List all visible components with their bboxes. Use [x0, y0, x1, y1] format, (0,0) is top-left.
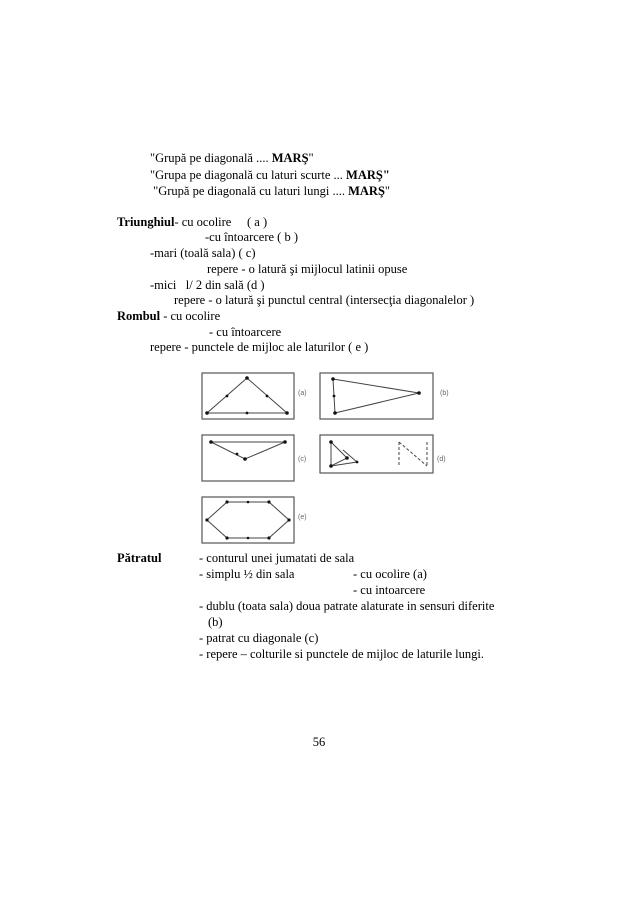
command-line-3: "Grupă pe diagonală cu laturi lungi .... MARŞ" [150, 184, 391, 198]
rhombus-title: Rombul [117, 309, 161, 323]
command-line-2: "Grupa pe diagonală cu laturi scurte ... MARŞ" [150, 168, 390, 182]
triangle-line-4: repere - o latură şi mijlocul latinii opuse [207, 262, 408, 276]
triangle-line-1: Triunghiul- cu ocolire ( a ) [117, 215, 268, 229]
figure-b-triangle-return [319, 372, 434, 420]
square-line-4: - dublu (toata sala) doua patrate alaturate in sensuri diferite [199, 599, 495, 613]
triangle-line-6: repere - o latură şi punctul central (intersecţia diagonalelor ) [174, 293, 475, 307]
command-line-1: "Grupă pe diagonală .... MARŞ" [150, 151, 314, 165]
square-line-2b: - cu ocolire (a) [353, 567, 427, 581]
square-line-2a: - simplu ½ din sala [199, 567, 295, 581]
figure-e-label: (e) [298, 514, 307, 521]
square-line-3: - cu intoarcere [353, 583, 426, 597]
rhombus-line-3: repere - punctele de mijloc ale laturilor ( e ) [150, 340, 369, 354]
figure-b-label: (b) [440, 390, 449, 397]
triangle-line-2: -cu întoarcere ( b ) [205, 230, 298, 244]
triangle-title: Triunghiul [117, 215, 175, 229]
square-line-1: - conturul unei jumatati de sala [199, 551, 355, 565]
figure-d-triangle-small [319, 434, 434, 474]
square-title: Pătratul [117, 551, 162, 565]
rhombus-line-2: - cu întoarcere [209, 325, 282, 339]
page-number: 56 [312, 735, 326, 749]
figure-c-label: (c) [298, 456, 307, 463]
triangle-line-5: -mici l/ 2 din sală (d ) [150, 278, 265, 292]
figure-d-label: (d) [437, 456, 446, 463]
figure-a-label: (a) [298, 390, 307, 397]
rhombus-line-1: Rombul - cu ocolire [117, 309, 221, 323]
square-line-6: - patrat cu diagonale (c) [199, 631, 319, 645]
square-line-5: (b) [208, 615, 223, 629]
square-line-7: - repere – colturile si punctele de mijloc de laturile lungi. [199, 647, 484, 661]
figure-c-triangle-large [201, 434, 295, 482]
triangle-line-3: -mari (toală sala) ( c) [150, 246, 256, 260]
figure-a-triangle-loop [201, 372, 295, 420]
figure-e-rhombus [201, 496, 295, 544]
